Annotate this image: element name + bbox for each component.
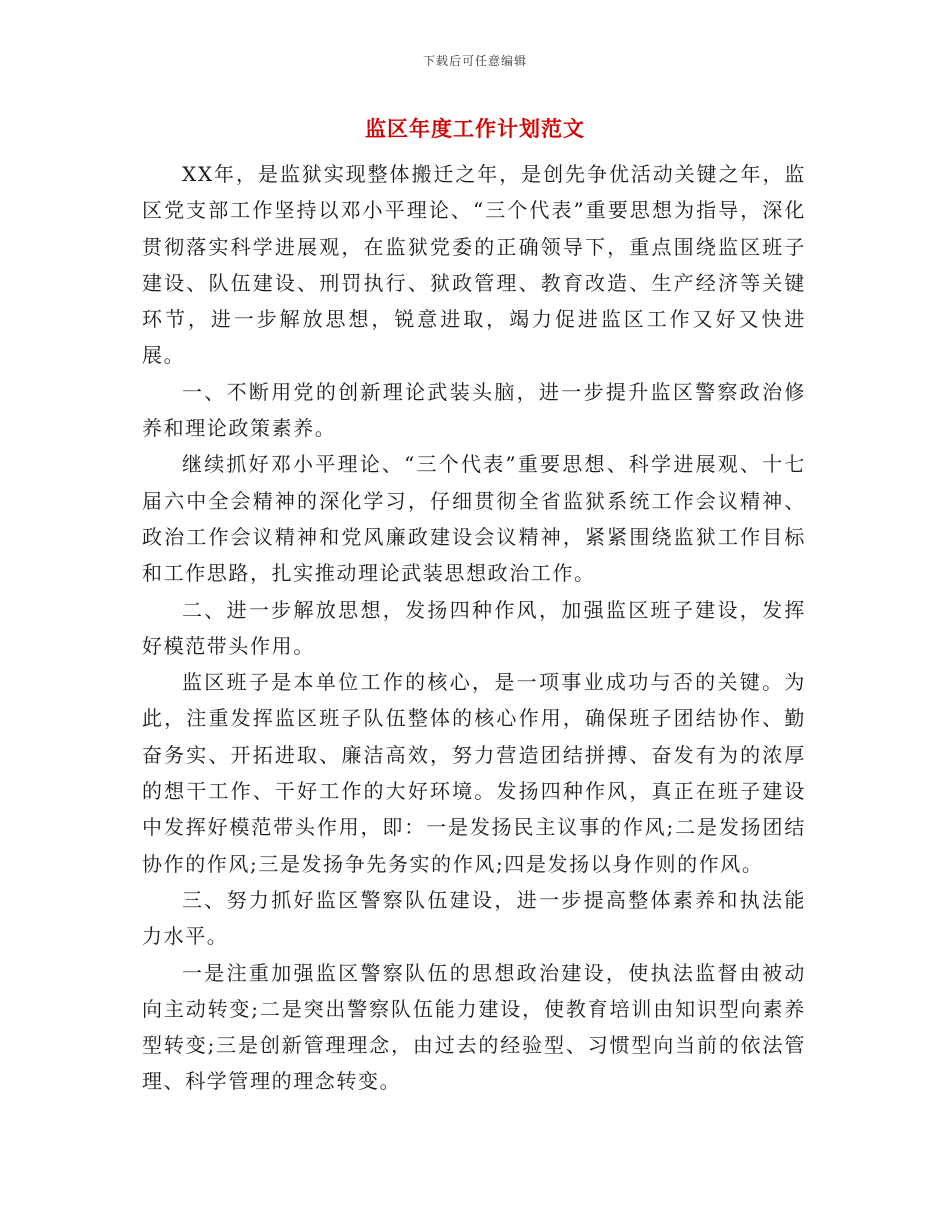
paragraph-intro: XX年，是监狱实现整体搬迁之年，是创先争优活动关键之年，监区党支部工作坚持以邓小平理论、“三个代表”重要思想为指导，深化贯彻落实科学进展观，在监狱党委的正确领导下，重点围绕监区班子建设、队伍建设、刑罚执行、狱政管理、教育改造、生产经济等关键环节，进一步解放思想，锐意进取，竭力促进监区工作又好又快进展。 [142,162,806,368]
paragraph-section-1: 继续抓好邓小平理论、“三个代表”重要思想、科学进展观、十七届六中全会精神的深化学习，仔细贯彻全省监狱系统工作会议精神、政治工作会议精神和党风廉政建设会议精神，紧紧围绕监狱工作目标和工作思路，扎实推动理论武装思想政治工作。 [142,452,806,586]
document-title: 监区年度工作计划范文 [365,117,585,141]
section-heading-2: 二、进一步解放思想，发扬四种作风，加强监区班子建设，发挥好模范带头作用。 [142,597,806,658]
section-heading-3: 三、努力抓好监区警察队伍建设，进一步提高整体素养和执法能力水平。 [142,887,806,949]
paragraph-section-3: 一是注重加强监区警察队伍的思想政治建设，使执法监督由被动向主动转变;二是突出警察队伍能力建设，使教育培训由知识型向素养型转变;三是创新管理理念，由过去的经验型、习惯型向当前的依法管理、科学管理的理念转变。 [142,960,806,1094]
section-heading-1: 一、不断用党的创新理论武装头脑，进一步提升监区警察政治修养和理论政策素养。 [142,379,806,441]
paragraph-section-2: 监区班子是本单位工作的核心，是一项事业成功与否的关键。为此，注重发挥监区班子队伍整体的核心作用，确保班子团结协作、勤奋务实、开拓进取、廉洁高效，努力营造团结拼搏、奋发有为的浓厚的想干工作、干好工作的大好环境。发扬四种作风，真正在班子建设中发挥好模范带头作用，即：一是发扬民主议事的作风;二是发扬团结协作的作风;三是发扬争先务实的作风;四是发扬以身作则的作风。 [142,670,806,876]
document-body [142,156,806,1100]
header-note: 下载后可任意编辑 [422,54,527,68]
